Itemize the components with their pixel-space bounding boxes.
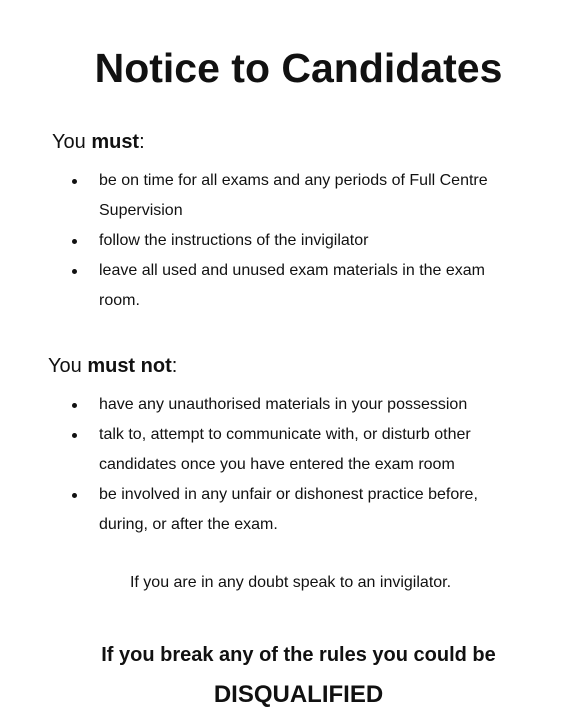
- must-rule-item: [72, 256, 512, 316]
- must-not-rules-list: [72, 390, 512, 540]
- bullet-icon: [72, 269, 77, 274]
- must-not-heading-prefix: You: [48, 355, 88, 377]
- must-rule-text: be on time for all exams and any periods of Full Centre Supervision: [99, 172, 488, 219]
- bullet-icon: [72, 239, 77, 244]
- bullet-icon: [72, 493, 77, 498]
- must-not-rule-text: be involved in any unfair or dishonest practice before, during, or after the exam.: [99, 486, 478, 533]
- notice-title: Notice to Candidates: [94, 45, 503, 91]
- rule-break-warning: If you break any of the rules you could be: [101, 644, 496, 666]
- doubt-notice: If you are in any doubt speak to an invigilator.: [129, 574, 452, 591]
- disqualified-label: DISQUALIFIED: [213, 681, 384, 708]
- must-rule-item: [72, 226, 512, 256]
- must-rules-list: [72, 166, 512, 316]
- must-heading: [52, 130, 145, 154]
- must-not-rule-item: [72, 390, 512, 420]
- must-not-heading-emphasis: must not: [87, 355, 172, 377]
- must-rule-item: [72, 166, 512, 226]
- must-not-heading-suffix: :: [171, 355, 178, 377]
- must-rule-text: leave all used and unused exam materials in the exam room.: [99, 262, 485, 309]
- must-heading-suffix: :: [139, 131, 145, 153]
- must-heading-prefix: You: [52, 131, 92, 153]
- must-not-heading: [48, 354, 177, 378]
- must-not-rule-item: [72, 480, 512, 540]
- bullet-icon: [72, 403, 77, 408]
- must-not-rule-text: have any unauthorised materials in your possession: [99, 396, 468, 413]
- must-not-rule-text: talk to, attempt to communicate with, or disturb other candidates once you have entered the exam room: [99, 426, 471, 473]
- bullet-icon: [72, 179, 77, 184]
- must-not-rule-item: [72, 420, 512, 480]
- must-rule-text: follow the instructions of the invigilator: [99, 232, 369, 249]
- bullet-icon: [72, 433, 77, 438]
- must-heading-emphasis: must: [91, 131, 140, 153]
